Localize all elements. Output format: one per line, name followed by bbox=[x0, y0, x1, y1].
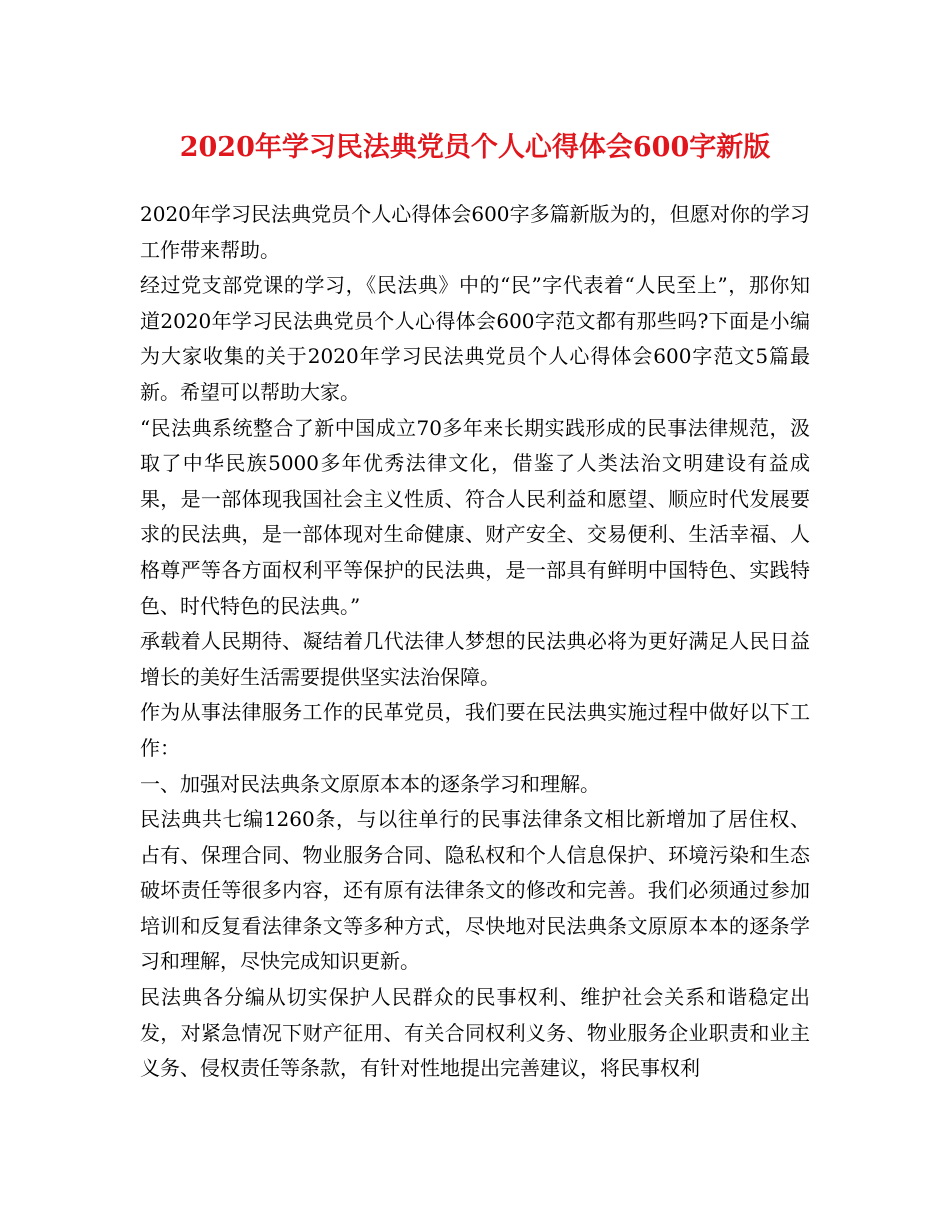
paragraph-heading-one: 一、加强对民法典条文原原本本的逐条学习和理解。 bbox=[140, 771, 600, 796]
paragraph-expectation: 承载着人民期待、凝结着几代法律人梦想的民法典必将为更好满足人民日益增长的美好生活需要提供坚实法治保障。 bbox=[140, 629, 810, 689]
paragraph-quote: “民法典系统整合了新中国成立70多年来长期实践形成的民事法律规范，汲取了中华民族5000多年优秀法律文化，借鉴了人类法治文明建设有益成果，是一部体现我国社会主义性质、符合人民利益和愿望、顺应时代发展要求的民法典，是一部体现对生命健康、财产安全、交易便利、生活幸福、人格尊严等各方面权利平等保护的民法典，是一部具有鲜明中国特色、实践特色、时代特色的民法典。” bbox=[140, 415, 810, 618]
document-title: 2020年学习民法典党员个人心得体会600字新版 bbox=[179, 132, 771, 163]
paragraph-tasks-intro: 作为从事法律服务工作的民革党员，我们要在民法典实施过程中做好以下工作： bbox=[140, 700, 810, 760]
paragraph-suggestions: 民法典各分编从切实保护人民群众的民事权利、维护社会关系和谐稳定出发，对紧急情况下财产征用、有关合同权利义务、物业服务企业职责和业主义务、侵权责任等条款，有针对性地提出完善建议，将民事权利 bbox=[140, 985, 810, 1081]
document-body bbox=[140, 197, 810, 1087]
paragraph-articles: 民法典共七编1260条，与以往单行的民事法律条文相比新增加了居住权、占有、保理合同、物业服务合同、隐私权和个人信息保护、环境污染和生态破坏责任等很多内容，还有原有法律条文的修改和完善。我们必须通过参加培训和反复看法律条文等多种方式，尽快地对民法典条文原原本本的逐条学习和理解，尽快完成知识更新。 bbox=[140, 807, 810, 974]
paragraph-intro: 2020年学习民法典党员个人心得体会600字多篇新版为的，但愿对你的学习工作带来帮助。 bbox=[140, 202, 810, 262]
paragraph-background: 经过党支部党课的学习，《民法典》中的“民”字代表着“人民至上”，那你知道2020年学习民法典党员个人心得体会600字范文都有那些吗?下面是小编为大家收集的关于2020年学习民法典党员个人心得体会600字范文5篇最新。希望可以帮助大家。 bbox=[140, 273, 810, 404]
